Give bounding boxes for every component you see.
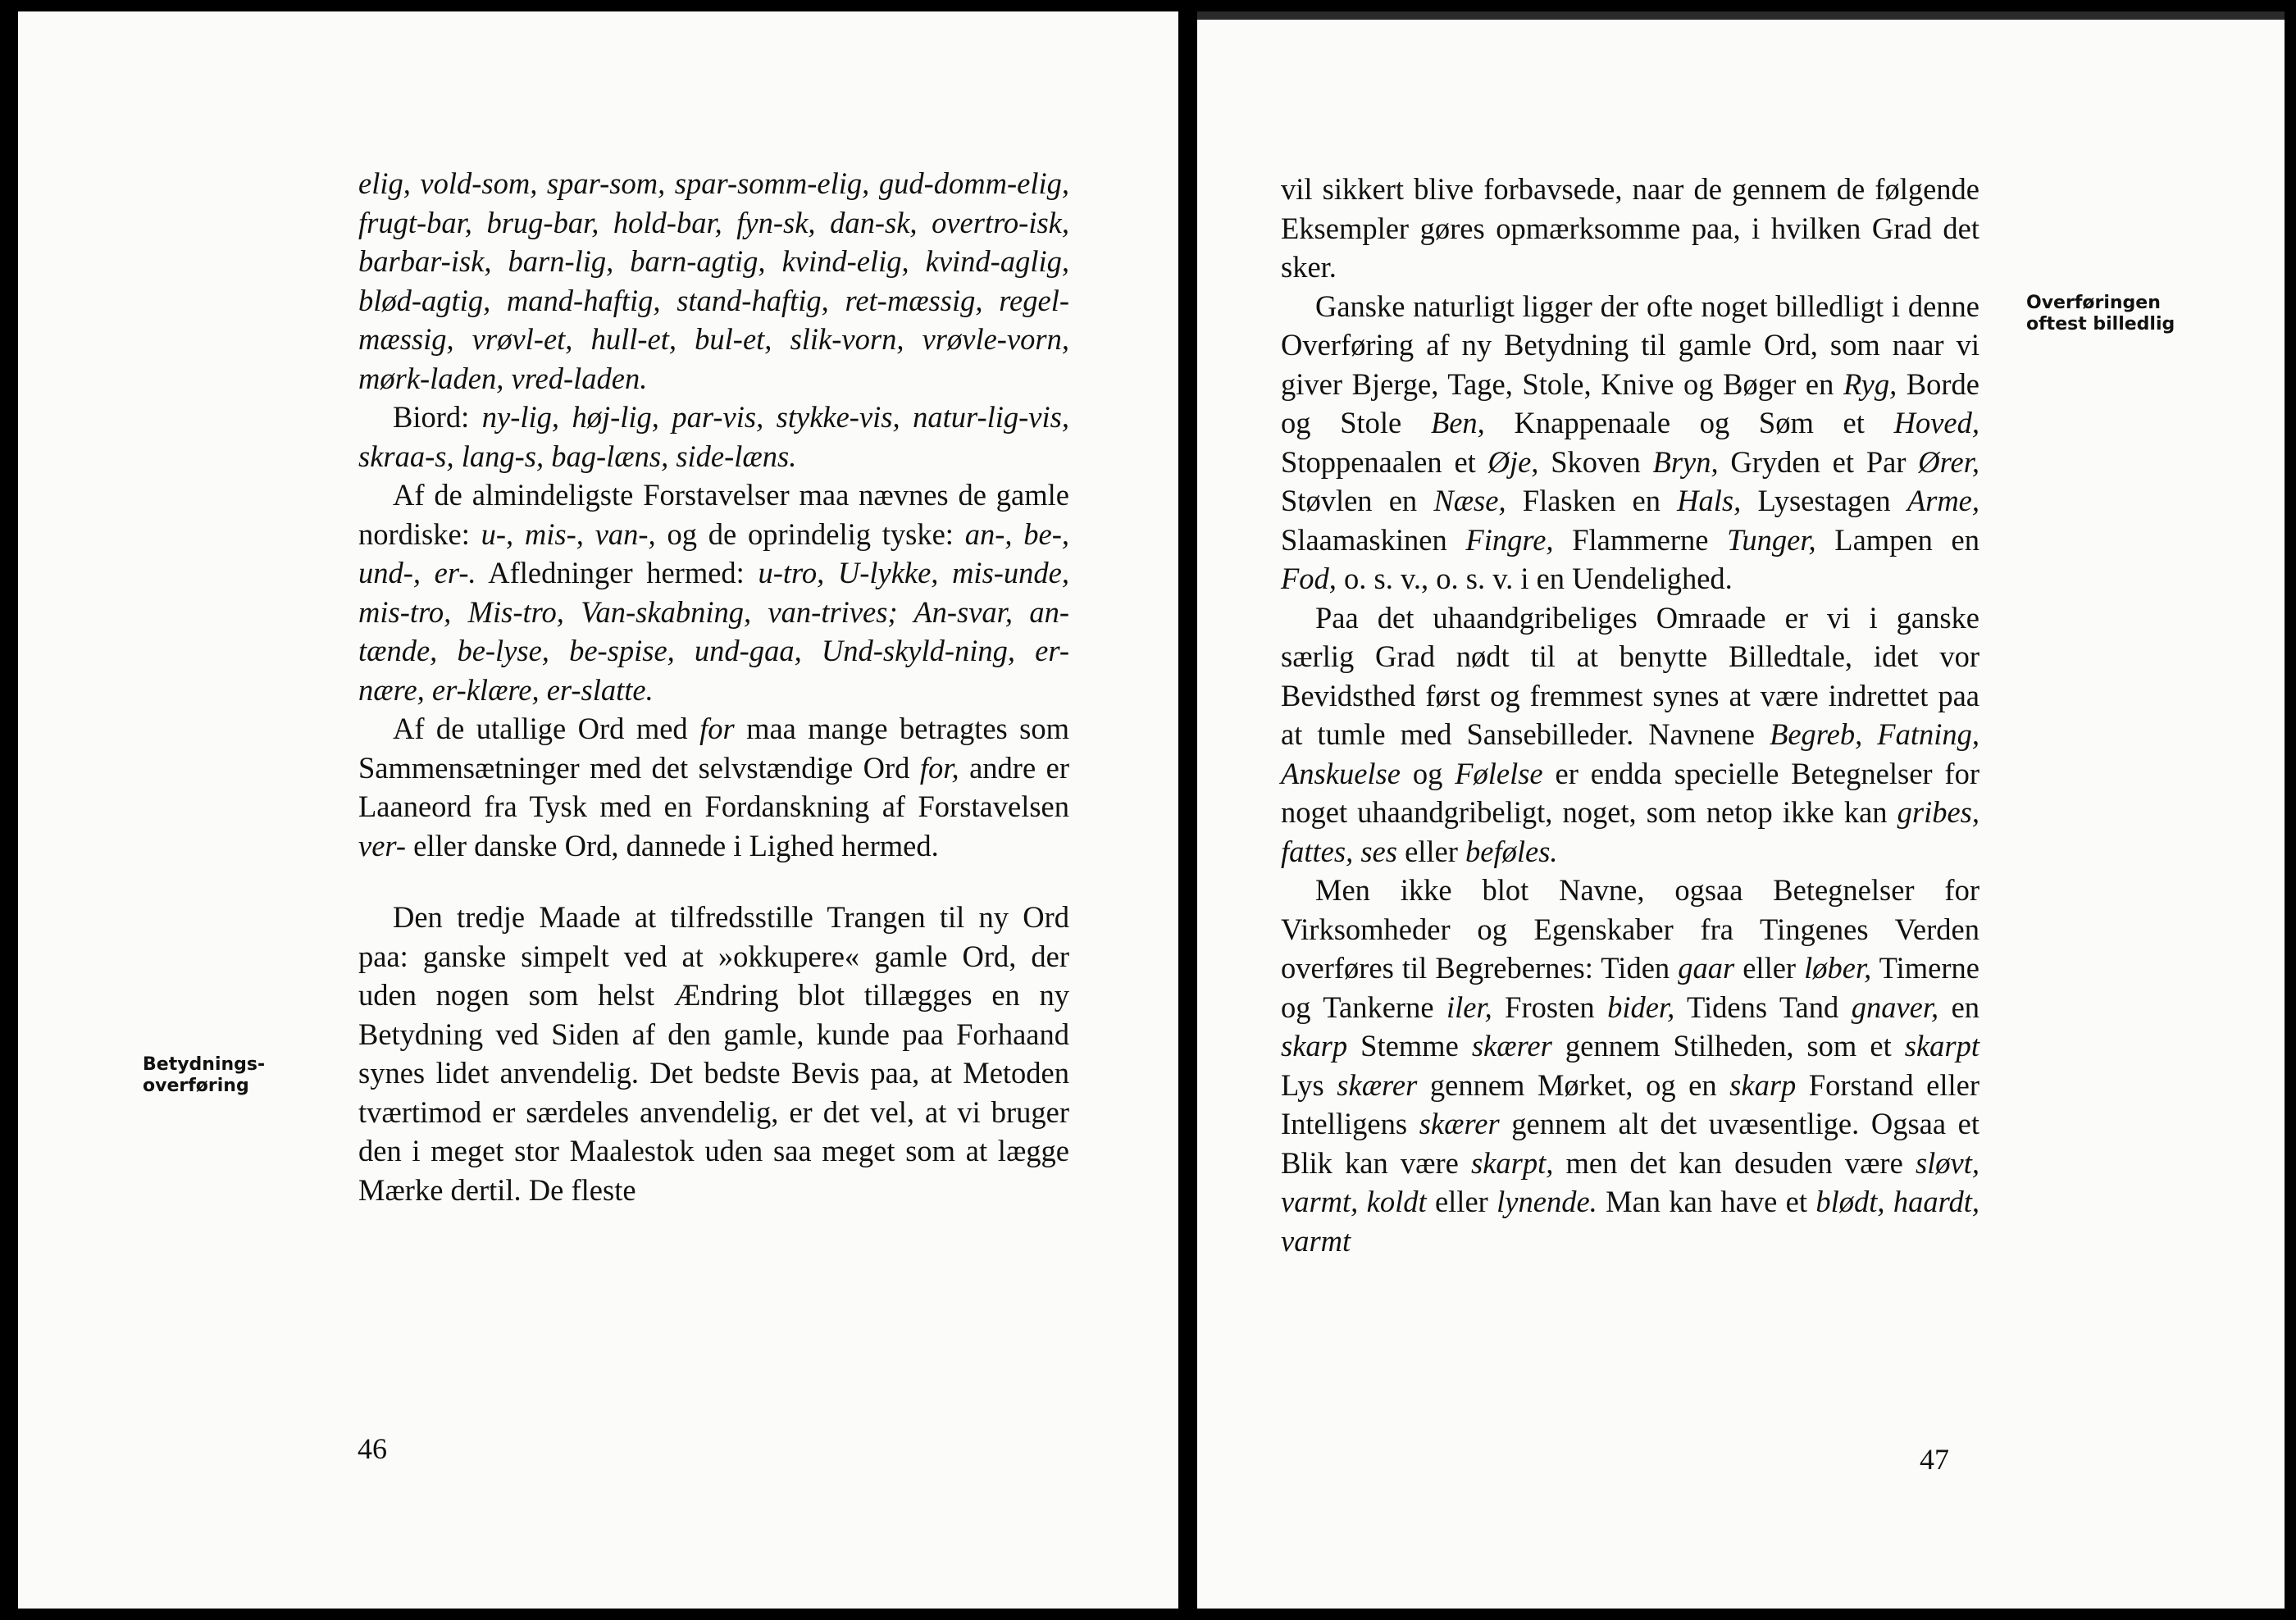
book-spine [1178, 0, 1197, 1620]
left-text-column [358, 164, 1069, 1209]
left-margin-note: Betydnings- overføring [143, 1054, 266, 1096]
right-text-column [1281, 170, 1979, 1260]
left-page [18, 11, 1178, 1609]
left-paragraph-5: Den tredje Maade at tilfredsstille Trangen til ny Ord paa: ganske simpelt ved at »okkupere« gamle Ord, der uden nogen som helst Ændring blot tillægges en ny Betydning ved Siden af den gamle, kunde paa Forhaand synes lidet anvendelig. Det bedste Bevis paa, at Metoden tværtimod er særdeles anvendelig, er det vel, at vi bruger den i meget stor Maalestok uden saa meget som at lægge Mærke dertil. De fleste [358, 900, 1069, 1207]
right-paragraph-3: Paa det uhaandgribeliges Omraade er vi i ganske særlig Grad nødt til at benytte Billedtale, idet vor Bevidsthed først og fremmest synes at være indrettet paa at tumle med Sansebilleder. Navnene Begreb, Fatning, Anskuelse og Følelse er endda specielle Betegnelser for noget uhaandgribeligt, noget, som netop ikke kan gribes, fattes, ses eller beføles. [1281, 600, 1979, 868]
right-paragraph-2: Ganske naturligt ligger der ofte noget billedligt i denne Overføring af ny Betydning til gamle Ord, som naar vi giver Bjerge, Tage, Stole, Knive og Bøger en Ryg, Borde og Stole Ben, Knappenaale og Søm et Hoved, Stoppenaalen et Øje, Skoven Bryn, Gryden et Par Ører, Støvlen en Næse, Flasken en Hals, Lysestagen Arme, Slaamaskinen Fingre, Flammerne Tunger, Lampen en Fod, o. s. v., o. s. v. i en Uendelighed. [1281, 289, 1980, 595]
right-page-number: 47 [1920, 1443, 1949, 1476]
page-top-edge [1197, 11, 2285, 20]
left-paragraph-2: Biord: ny-lig, høj-lig, par-vis, stykke-vis, natur-lig-vis, skraa-s, lang-s, bag-læns, side-læns. [358, 400, 1069, 473]
left-paragraph-1: elig, vold-som, spar-som, spar-somm-elig, gud-domm-elig, frugt-bar, brug-bar, hold-bar, fyn-sk, dan-sk, overtro-isk, barbar-isk, barn-lig, barn-agtig, kvind-elig, kvind-aglig, blød-agtig, mand-haftig, stand-haftig, ret-mæssig, regel-mæssig, vrøvl-et, hull-et, bul-et, slik-vorn, vrøvle-vorn, mørk-laden, vred-laden. [358, 166, 1069, 395]
left-paragraph-3: Af de almindeligste Forstavelser maa nævnes de gamle nordiske: u-, mis-, van-, og de oprindelig tyske: an-, be-, und-, er-. Afledninger hermed: u-tro, U-lykke, mis-unde, mis-tro, Mis-tro, Van-skabning, van-trives; An-svar, an-tænde, be-lyse, be-spise, und-gaa, Und-skyld-ning, er-nære, er-klære, er-slatte. [358, 478, 1070, 707]
left-paragraph-4: Af de utallige Ord med for maa mange betragtes som Sammensætninger med det selvstændige Ord for, andre er Laaneord fra Tysk med en Fordanskning af Forstavelsen ver- eller danske Ord, dannede i Lighed hermed. [358, 712, 1069, 862]
right-paragraph-1: vil sikkert blive forbavsede, naar de gennem de følgende Eksempler gøres opmærksomme paa, i hvilken Grad det sker. [1281, 172, 1979, 284]
right-margin-note: Overføringen oftest billedlig [2026, 293, 2175, 334]
right-paragraph-4: Men ikke blot Navne, ogsaa Betegnelser for Virksomheder og Egenskaber fra Tingenes Verden overføres til Begrebernes: Tiden gaar eller løber, Timerne og Tankerne iler, Frosten bider, Tidens Tand gnaver, en skarp Stemme skærer gennem Stilheden, som et skarpt Lys skærer gennem Mørket, og en skarp Forstand eller Intelligens skærer gennem alt det uvæsentlige. Ogsaa et Blik kan være skarpt, men det kan desuden være sløvt, varmt, koldt eller lynende. Man kan have et blødt, haardt, varmt [1281, 873, 1980, 1258]
right-page [1197, 11, 2285, 1609]
left-page-number: 46 [358, 1432, 387, 1465]
